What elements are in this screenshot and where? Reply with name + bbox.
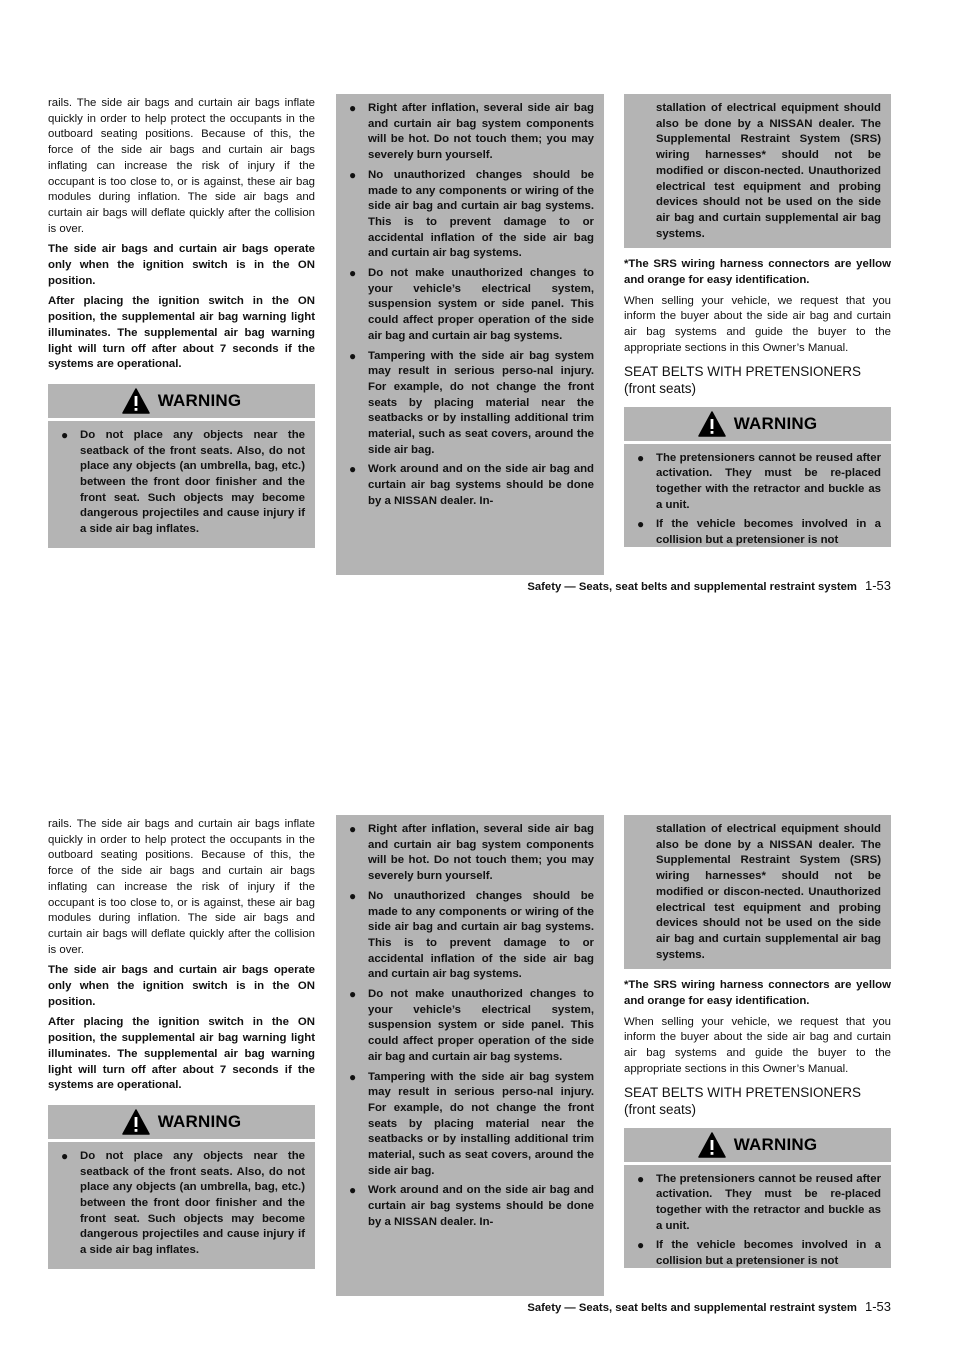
warning-label: WARNING bbox=[733, 1134, 818, 1154]
ignition-note: The side air bags and curtain air bags operate only when the ignition switch is in the ON position. bbox=[48, 964, 315, 1008]
bullet-icon: ● bbox=[349, 462, 357, 477]
warning-header bbox=[48, 384, 315, 421]
warning-continuation-text: stallation of electrical equipment should also be done by a NISSAN dealer. The Supplemental Restraint System (SRS) wiring harnesses* should not be modified or discon-nected. Unauthorized electrical test equipment and probing devices should not be used on the side air bag and curtain supplemental air bag systems. bbox=[656, 823, 881, 961]
bullet-icon: ● bbox=[637, 517, 645, 532]
bullet-icon: ● bbox=[637, 1238, 645, 1253]
warning-body bbox=[624, 1165, 891, 1268]
page-footer bbox=[336, 578, 891, 593]
bullet-icon: ● bbox=[349, 822, 357, 836]
warning-label: WARNING bbox=[157, 1111, 242, 1131]
warning-triangle-icon bbox=[698, 411, 726, 437]
manual-page bbox=[0, 721, 954, 1361]
warning-continuation-block bbox=[336, 94, 604, 575]
warning-body bbox=[48, 1142, 315, 1269]
page-number: 1-53 bbox=[864, 578, 891, 593]
warning-item: ● Tampering with the side air bag system may result in serious perso-nal injury. For example, do not change the front seats by placing material near the seatbacks or by installing additional trim material, such as seat covers, around the side air bag. bbox=[349, 348, 594, 456]
warning-light-note: After placing the ignition switch in the ON position, the supplemental air bag warning light illuminates. The supplemental air bag warning light will turn off after about 7 seconds if the systems are operational. bbox=[48, 1016, 315, 1092]
selling-paragraph: When selling your vehicle, we request that you inform the buyer about the side air bag and curtain air bag systems and guide the buyer to the appropriate sections in this Owner’s Manual. bbox=[624, 1015, 891, 1075]
warning-triangle-icon bbox=[122, 388, 150, 414]
warning-header bbox=[48, 1105, 315, 1142]
page-number: 1-53 bbox=[864, 1299, 891, 1314]
bullet-icon: ● bbox=[349, 266, 357, 281]
warning-item: ● Do not place any objects near the seatback of the front seats. Also, do not place any objects (an umbrella, bag, etc.) between the front door finisher and the front seat. Such objects may become dangerous projectiles and cause injury if a side air bag inflates. bbox=[61, 1148, 305, 1257]
warning-label: WARNING bbox=[733, 413, 818, 433]
warning-item: ● Work around and on the side air bag and curtain air bag systems should be done by a NISSAN dealer. In- bbox=[349, 1183, 594, 1228]
column-1 bbox=[48, 817, 315, 1269]
warning-header bbox=[624, 1128, 891, 1165]
warning-item: ● No unauthorized changes should be made to any components or wiring of the side air bag and curtain air bag systems. This is to prevent damage to or accidental inflation of the side air bag and curtain air bag systems. bbox=[349, 167, 594, 260]
ignition-note: The side air bags and curtain air bags operate only when the ignition switch is in the ON position. bbox=[48, 243, 315, 287]
warning-triangle-icon bbox=[698, 1132, 726, 1158]
bullet-icon: ● bbox=[349, 101, 357, 115]
warning-item: ● Right after inflation, several side air bag and curtain air bag system components will be hot. Do not touch them; you may severely burn yourself. bbox=[349, 101, 594, 162]
manual-page bbox=[0, 0, 954, 640]
warning-continuation-text: stallation of electrical equipment should also be done by a NISSAN dealer. The Supplemental Restraint System (SRS) wiring harnesses* should not be modified or discon-nected. Unauthorized electrical test equipment and probing devices should not be used on the side air bag and curtain supplemental air bag systems. bbox=[656, 102, 881, 240]
warning-item: ● The pretensioners cannot be reused after activation. They must be re-placed together with the retractor and buckle as a unit. bbox=[637, 1171, 881, 1232]
column-3 bbox=[624, 815, 891, 1268]
column-2 bbox=[336, 94, 604, 575]
bullet-icon: ● bbox=[349, 987, 357, 1002]
column-2 bbox=[336, 815, 604, 1296]
bullet-icon: ● bbox=[61, 427, 69, 442]
warning-item: ● Do not make unauthorized changes to your vehicle’s electrical system, suspension system or side panel. This could affect proper operation of the side air bag and curtain air bag systems. bbox=[349, 987, 594, 1063]
warning-body bbox=[624, 444, 891, 547]
bullet-icon: ● bbox=[349, 888, 357, 903]
warning-item: ● Work around and on the side air bag and curtain air bag systems should be done by a NISSAN dealer. In- bbox=[349, 462, 594, 507]
warning-item: ● Do not place any objects near the seatback of the front seats. Also, do not place any objects (an umbrella, bag, etc.) between the front door finisher and the front seat. Such objects may become dangerous projectiles and cause injury if a side air bag inflates. bbox=[61, 427, 305, 536]
selling-paragraph: When selling your vehicle, we request that you inform the buyer about the side air bag and curtain air bag systems and guide the buyer to the appropriate sections in this Owner’s Manual. bbox=[624, 294, 891, 354]
warning-header bbox=[624, 407, 891, 444]
warning-label: WARNING bbox=[157, 390, 242, 410]
warning-item: ● Do not make unauthorized changes to your vehicle’s electrical system, suspension system or side panel. This could affect proper operation of the side air bag and curtain air bag systems. bbox=[349, 266, 594, 342]
bullet-icon: ● bbox=[349, 348, 357, 363]
bullet-icon: ● bbox=[349, 1069, 357, 1084]
intro-paragraph: rails. The side air bags and curtain air bags inflate quickly in order to help protect the occupants in the outboard seating positions. Because of this, the force of the side air bags and curtain air bags inflating can increase the risk of injury if the occupant is too close to, or is against, these air bag modules during inflation. The side air bags and curtain air bags will deflate quickly after the collision is over. bbox=[48, 818, 315, 956]
warning-light-note: After placing the ignition switch in the ON position, the supplemental air bag warning light illuminates. The supplemental air bag warning light will turn off after about 7 seconds if the systems are operational. bbox=[48, 295, 315, 371]
section-heading: SEAT BELTS WITH PRETENSIONERS (front seats) bbox=[624, 1084, 862, 1117]
harness-note: *The SRS wiring harness connectors are yellow and orange for easy identification. bbox=[624, 258, 891, 287]
column-3 bbox=[624, 94, 891, 547]
section-heading: SEAT BELTS WITH PRETENSIONERS (front seats) bbox=[624, 363, 862, 396]
warning-body bbox=[48, 421, 315, 548]
harness-note: *The SRS wiring harness connectors are yellow and orange for easy identification. bbox=[624, 979, 891, 1008]
column-1 bbox=[48, 96, 315, 548]
warning-item: ● The pretensioners cannot be reused after activation. They must be re-placed together with the retractor and buckle as a unit. bbox=[637, 450, 881, 511]
footer-section-title: Safety — Seats, seat belts and supplemental restraint system bbox=[527, 1302, 857, 1314]
warning-continuation-block bbox=[624, 815, 891, 969]
intro-paragraph: rails. The side air bags and curtain air bags inflate quickly in order to help protect the occupants in the outboard seating positions. Because of this, the force of the side air bags and curtain air bags inflating can increase the risk of injury if the occupant is too close to, or is against, these air bag modules during inflation. The side air bags and curtain air bags will deflate quickly after the collision is over. bbox=[48, 97, 315, 235]
bullet-icon: ● bbox=[637, 450, 645, 465]
warning-item: ● No unauthorized changes should be made to any components or wiring of the side air bag and curtain air bag systems. This is to prevent damage to or accidental inflation of the side air bag and curtain air bag systems. bbox=[349, 888, 594, 981]
warning-triangle-icon bbox=[122, 1109, 150, 1135]
page-footer bbox=[336, 1299, 891, 1314]
bullet-icon: ● bbox=[349, 1183, 357, 1198]
warning-item: ● If the vehicle becomes involved in a collision but a pretensioner is not bbox=[637, 1238, 881, 1268]
footer-section-title: Safety — Seats, seat belts and supplemental restraint system bbox=[527, 581, 857, 593]
bullet-icon: ● bbox=[637, 1171, 645, 1186]
bullet-icon: ● bbox=[61, 1148, 69, 1163]
warning-item: ● If the vehicle becomes involved in a collision but a pretensioner is not bbox=[637, 517, 881, 547]
warning-continuation-block bbox=[336, 815, 604, 1296]
warning-item: ● Tampering with the side air bag system may result in serious perso-nal injury. For example, do not change the front seats by placing material near the seatbacks or by installing additional trim material, such as seat covers, around the side air bag. bbox=[349, 1069, 594, 1177]
warning-continuation-block bbox=[624, 94, 891, 248]
warning-item: ● Right after inflation, several side air bag and curtain air bag system components will be hot. Do not touch them; you may severely burn yourself. bbox=[349, 822, 594, 883]
bullet-icon: ● bbox=[349, 167, 357, 182]
